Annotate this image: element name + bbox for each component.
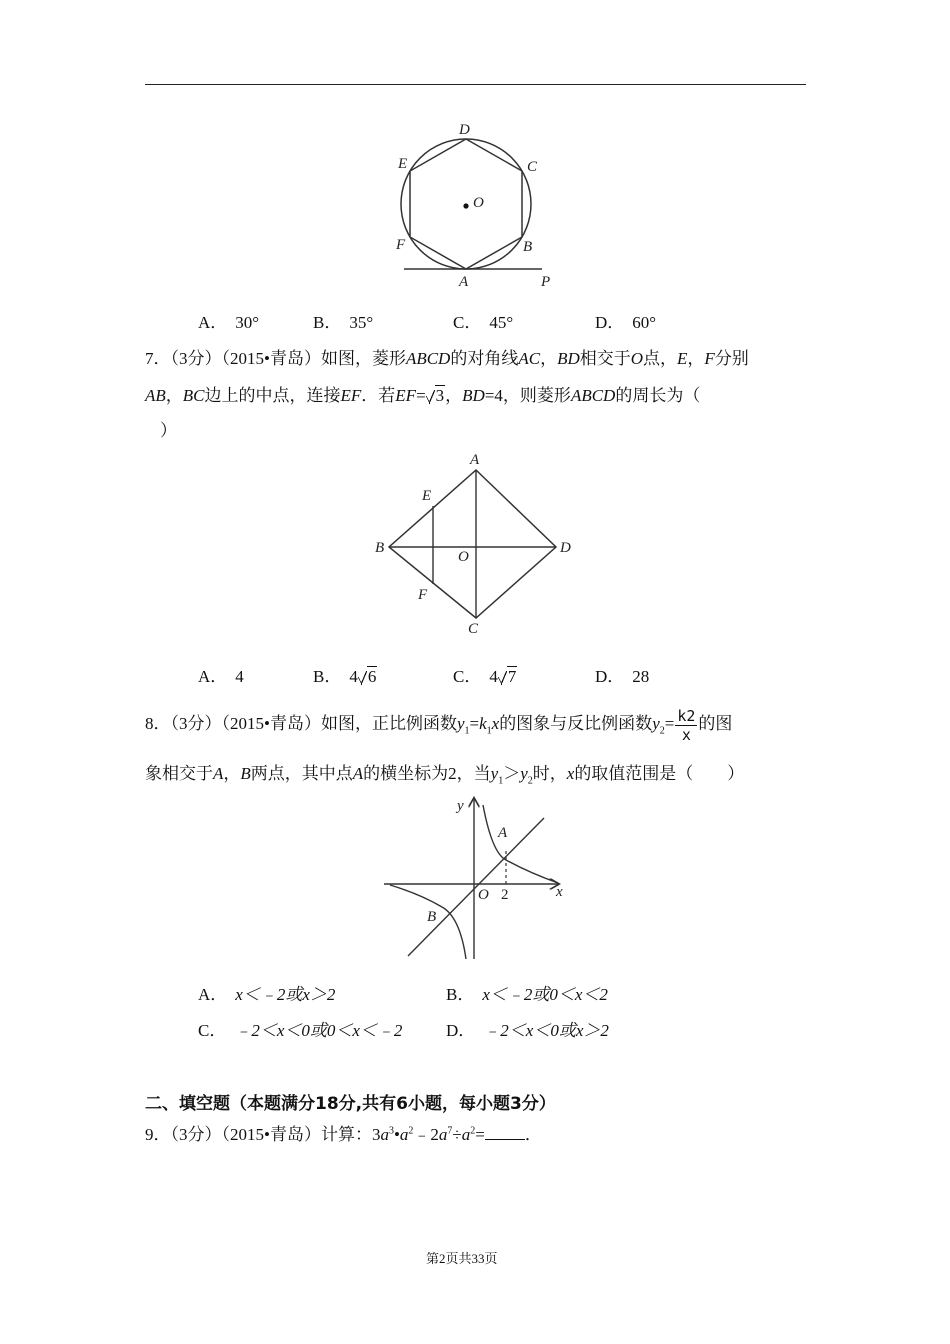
rhombus-abcd [389,470,556,618]
q7-line3: ） [160,421,177,440]
q6-option-d[interactable]: D． 60° [595,313,657,332]
label-p: P [541,274,551,290]
label-o: O [473,195,484,211]
label-o: O [478,887,489,903]
q7-line2: AB，BC边上的中点，连接EF．若EF= 3，BD=4，则菱形ABCD的周长为（ [145,386,701,405]
q6-option-a[interactable]: A． 30° [198,313,260,332]
figure-function-graph [380,793,570,963]
q9-line: 9．（3分）（2015•青岛）计算：$3a^3•a^2﹣2a^7\div a^2=$ ． [145,1125,542,1144]
label-f: F [396,237,406,253]
q7-option-b[interactable]: B． 4 6 [313,667,377,686]
label-a: A [470,452,480,468]
label-d: D [459,122,470,138]
label-y: y [457,798,464,814]
q8-option-d[interactable]: D． ﹣2＜x＜0或x＞2 [446,1021,609,1040]
section-header-fill-in: 二、填空题（本题满分18分,共有6小题，每小题3分） [145,1094,556,1114]
label-e: E [422,488,432,504]
center-point [463,203,468,208]
figure-hexagon-circle [390,118,570,290]
q7-option-c[interactable]: C． 4 7 [453,667,517,686]
label-a: A [459,274,469,290]
hyperbola-q1 [483,805,558,883]
label-2: 2 [501,887,509,903]
label-a: A [498,825,508,841]
page-footer: 第2页共33页 [426,1251,498,1266]
answer-blank[interactable] [485,1125,525,1140]
q7-option-d[interactable]: D． 28 [595,667,650,686]
label-b: B [427,909,437,925]
sqrt-3: 3 [426,385,446,407]
q8-option-c[interactable]: C． ﹣2＜x＜0或0＜x＜﹣2 [198,1021,403,1040]
label-d: D [560,540,571,556]
label-b: B [523,239,533,255]
figure-rhombus [372,450,582,640]
label-o: O [458,549,469,565]
label-c: C [527,159,538,175]
q8-option-b[interactable]: B． x＜﹣2或0＜x＜2 [446,985,608,1004]
q8-line2: 象相交于A，B两点，其中点A的横坐标为2，当$y_1>y_2$时，x的取值范围是（ ） [145,764,745,787]
label-b: B [375,540,385,556]
fraction-k2-over-x: $\frac{k2}{x}$ [677,706,696,744]
label-c: C [468,621,479,637]
q8-option-a[interactable]: A． x＜﹣2或x＞2 [198,985,336,1004]
label-e: E [398,156,408,172]
q7-line1: 7．（3分）（2015•青岛）如图，菱形ABCD的对角线AC，BD相交于O点，E，F分别 [145,349,749,368]
q6-option-c[interactable]: C． 45° [453,313,514,332]
q8-line1: 8．（3分）（2015•青岛）如图，正比例函数$y_1=k_1x$的图象与反比例函数$y_2=$ $\frac{k2}{x}$ 的图 [145,706,733,744]
label-x: x [556,884,563,900]
q7-option-a[interactable]: A． 4 [198,667,244,686]
label-f: F [418,587,428,603]
top-rule [145,84,806,85]
line-y1 [408,818,544,956]
q6-option-b[interactable]: B． 35° [313,313,374,332]
